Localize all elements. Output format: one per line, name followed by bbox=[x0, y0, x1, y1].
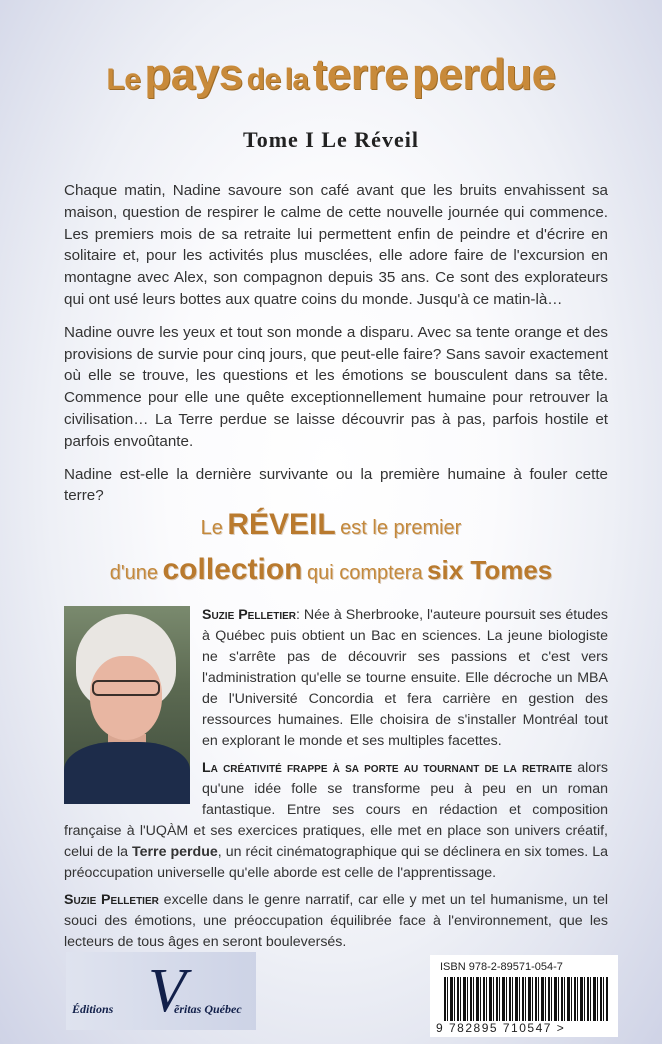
publisher-name: Éditions bbox=[72, 1002, 114, 1016]
title-word: la bbox=[284, 63, 309, 96]
tagline-text: est le premier bbox=[340, 517, 462, 539]
bio-paragraph: Suzie Pelletier excelle dans le genre narratif, car elle y met un tel humanisme, un tel souci des émotions, une préoccupation équilibrée face à l'environnement, que les lecteurs de tous âges en seront bouleversés. bbox=[64, 892, 608, 950]
barcode-digits: 9 782895 710547 > bbox=[436, 1021, 566, 1035]
title-word: perdue bbox=[411, 50, 556, 99]
isbn-label: ISBN 978-2-89571-054-7 bbox=[440, 961, 563, 973]
barcode-bars bbox=[444, 977, 608, 1021]
title-word: pays bbox=[144, 50, 243, 99]
bio-paragraph: Suzie Pelletier: Née à Sherbrooke, l'auteure poursuit ses études à Québec puis obtient un Bac en sciences. La jeune biologiste ne s'arrête pas de découvrir ses passions et c'est vers l'administration qu'elle se tourne ensuite. Elle décroche un MBA de l'Université Concordia et fera carrière en gestion des ressources humaines. Elle choisira de s'installer Montréal tout en explorant le monde et ses multiples facettes. bbox=[202, 607, 608, 749]
tagline-text: collection bbox=[162, 553, 303, 586]
title-word: de bbox=[246, 63, 281, 96]
bio-lead: La créativité frappe à sa porte au tournant de la retraite bbox=[202, 760, 573, 776]
tagline-text: RÉVEIL bbox=[227, 508, 336, 541]
publisher-logo bbox=[66, 952, 256, 1030]
tagline-text: qui comptera bbox=[306, 562, 423, 584]
logo-v-mark: V bbox=[148, 957, 186, 1025]
tagline-text: d'une bbox=[109, 562, 159, 584]
author-bio bbox=[64, 605, 608, 959]
synopsis-paragraph: Chaque matin, Nadine savoure son café avant que les bruits envahissent sa maison, question de respirer le calme de cette nouvelle journée qui commence. Les premiers mois de sa retraite lui permettent enfin de peindre et d'écrire en solitaire et, pour les activités plus musclées, elle adore faire de l'excursion en montagne avec Alex, son compagnon depuis 35 ans. Ce sont des explorateurs qui ont usé leurs bottes aux quatre coins du monde. Jusqu'à ce matin-là… bbox=[64, 182, 608, 308]
isbn-barcode bbox=[430, 955, 618, 1037]
synopsis bbox=[64, 180, 608, 518]
synopsis-paragraph: Nadine ouvre les yeux et tout son monde a disparu. Avec sa tente orange et des provisions de survie pour cinq jours, que peut-elle faire? Sans savoir exactement où elle se trouve, les questions et les émotions se bousculent dans sa tête. Commence pour elle une quête exceptionnellement humaine pour retrouver la civilisation… La Terre perdue se laisse découvrir pas à pas, parfois hostile et parfois envoûtante. bbox=[64, 323, 608, 450]
series-name: Terre perdue bbox=[132, 844, 218, 860]
book-title bbox=[0, 50, 662, 100]
title-word: terre bbox=[312, 50, 408, 99]
title-word: Le bbox=[106, 63, 141, 96]
author-name: Suzie Pelletier bbox=[202, 607, 296, 623]
synopsis-paragraph: Nadine est-elle la dernière survivante ou la première humaine à fouler cette terre? bbox=[64, 465, 608, 505]
tagline-text: Le bbox=[200, 517, 223, 539]
bio-paragraph: La créativité frappe à sa porte au tournant de la retraite alors qu'une idée folle se transforme peu à peu en un roman fantastique. Entre ses cours en rédaction et composition française à l'UQÀM et ses exercices pratiques, elle met en place son univers créatif, celui de la Terre perdue, un récit cinématographique qui se déclinera en six tomes. La préoccupation universelle qu'elle aborde est celle de l'apprentissage. bbox=[64, 760, 609, 881]
author-name: Suzie Pelletier bbox=[64, 892, 159, 908]
publisher-name: ẽritas Québec bbox=[174, 1002, 242, 1016]
volume-subtitle: Tome I Le Réveil bbox=[243, 127, 419, 152]
tagline-text: six Tomes bbox=[427, 555, 553, 585]
series-tagline bbox=[0, 505, 662, 595]
